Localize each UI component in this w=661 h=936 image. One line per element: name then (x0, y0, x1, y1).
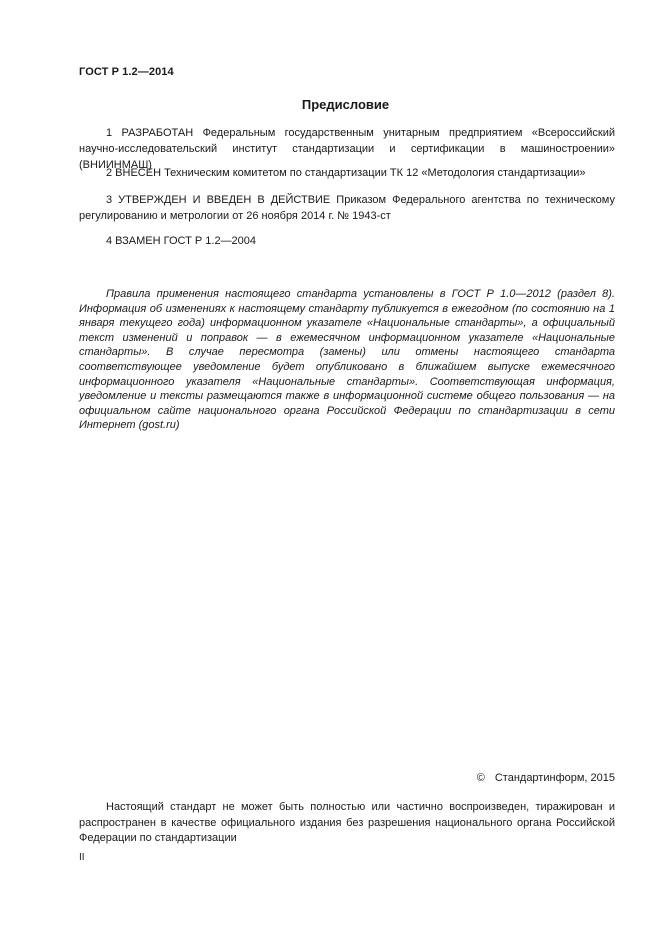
document-code-header: ГОСТ Р 1.2—2014 (79, 66, 174, 78)
preface-item-approved: 3 УТВЕРЖДЕН И ВВЕДЕН В ДЕЙСТВИЕ Приказом Федерального агентства по техническому регулированию и метрологии от 26 ноября 2014 г. № 1943-ст (79, 194, 615, 222)
preface-item-developed: 1 РАЗРАБОТАН Федеральным государственным унитарным предприятием «Всероссийский научно-исследовательский институт стандартизации и сертификации в машиностроении» (ВНИИНМАШ) (79, 127, 615, 171)
copyright-text: Стандартинформ, 2015 (494, 772, 615, 784)
copyright-symbol: © (476, 772, 485, 784)
copyright-line (477, 772, 615, 784)
page-number: II (79, 852, 85, 863)
preface-item-introduced: 2 ВНЕСЕН Техническим комитетом по стандартизации ТК 12 «Методология стандартизации» (106, 167, 586, 179)
reproduction-restriction-note: Настоящий стандарт не может быть полностью или частично воспроизведен, тиражирован и распространен в качестве официального издания без разрешения национального органа Российской Федерации по стандартизации (79, 801, 615, 844)
application-rules-notice: Правила применения настоящего стандарта установлены в ГОСТ Р 1.0—2012 (раздел 8). Информация об изменениях к настоящему стандарту публикуется в ежегодном (по состоянию на 1 января текущего года) информационном указателе «Национальные стандарты», а официальный текст изменений и поправок — в ежемесячном информационном указателе «Национальные стандарты». В случае пересмотра (замены) или отмены настоящего стандарта соответствующее уведомление будет опубликовано в ближайшем выпуске ежемесячного информационного указателя «Национальные стандарты». Соответствующая информация, уведомление и тексты размещаются также в информационной системе общего пользования — на официальном сайте национального органа Российской Федерации по стандартизации в сети Интернет (gost.ru) (79, 288, 615, 432)
preface-title: Предисловие (301, 97, 390, 112)
preface-item-replaces: 4 ВЗАМЕН ГОСТ Р 1.2—2004 (106, 235, 257, 247)
